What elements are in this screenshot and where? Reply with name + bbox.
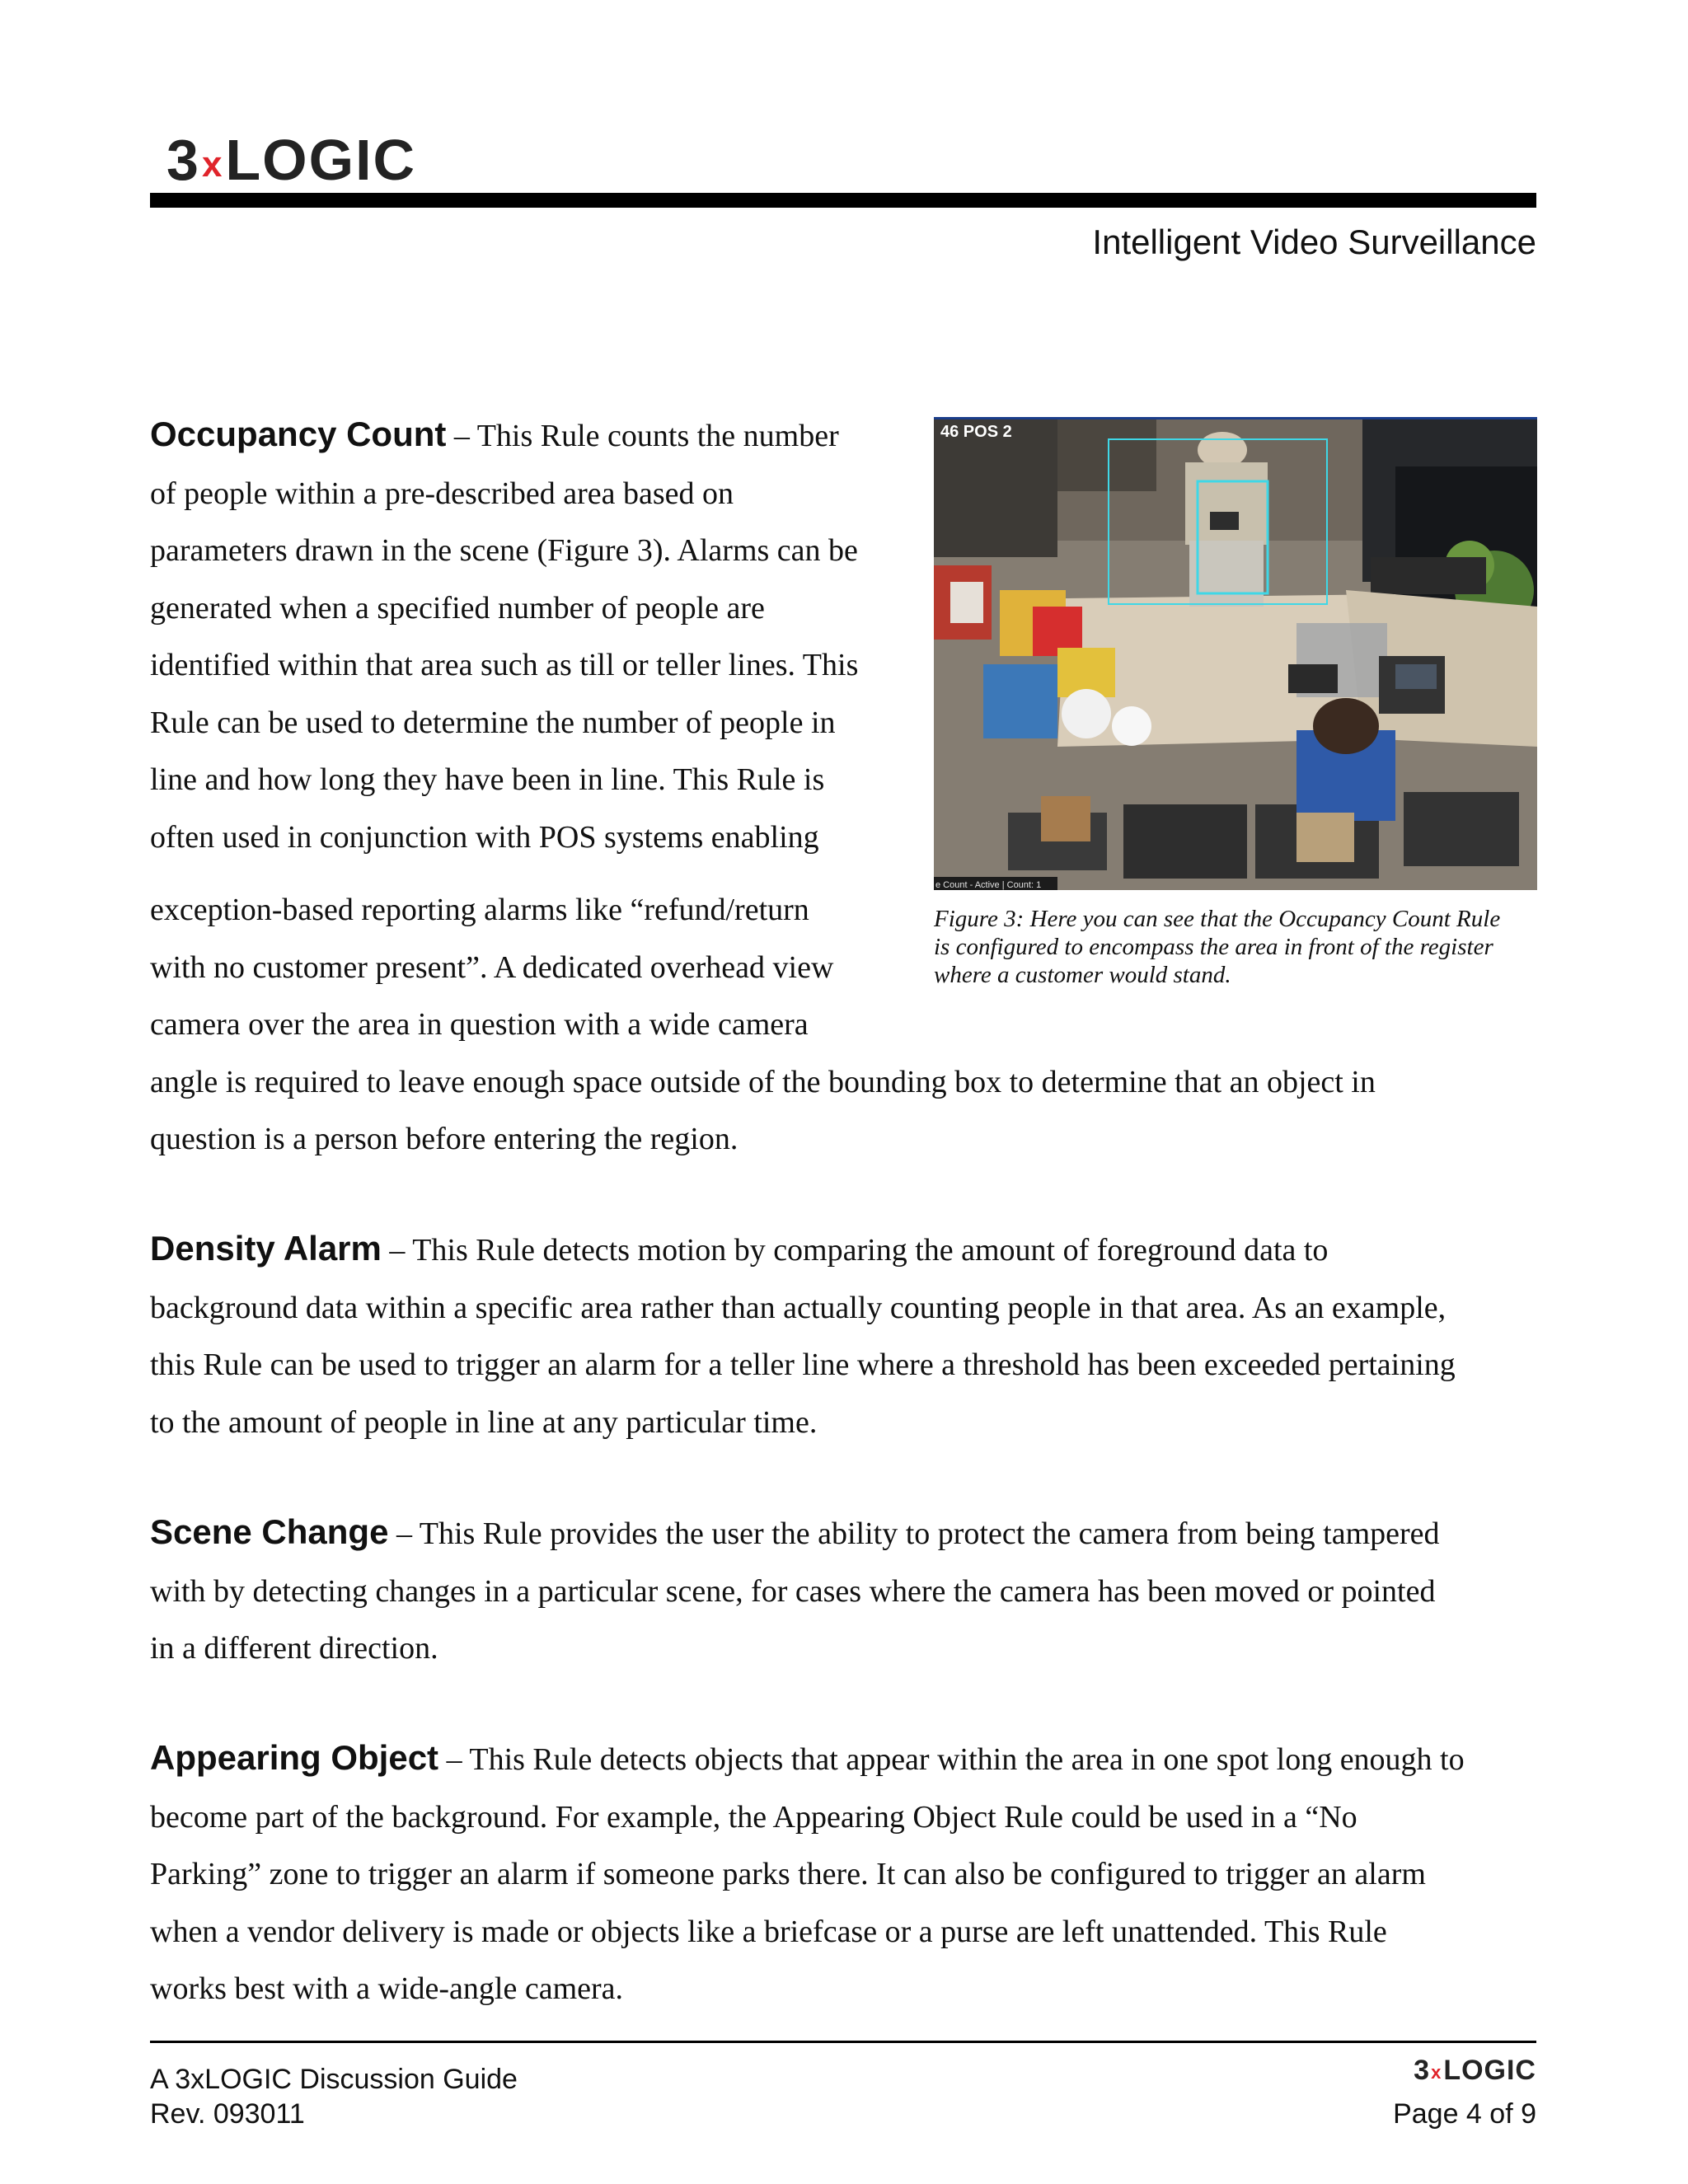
footer-divider <box>150 2041 1536 2043</box>
camera-label: 46 POS 2 <box>940 423 1012 441</box>
text-line: camera over the area in question with a wide camera <box>150 1007 809 1042</box>
text-line: Density Alarm – This Rule detects motion by comparing the amount of foreground data to <box>150 1229 1329 1268</box>
text-line: in a different direction. <box>150 1631 438 1666</box>
text-line: of people within a pre-described area based on <box>150 476 734 511</box>
figure-caption <box>934 905 1544 989</box>
logo-wordmark: LOGIC <box>1443 2055 1536 2086</box>
text-line: to the amount of people in line at any particular time. <box>150 1404 818 1440</box>
scene-change-section <box>150 1503 1535 1678</box>
text-line: angle is required to leave enough space outside of the bounding box to determine that an object in <box>150 1064 1376 1099</box>
text-line: with by detecting changes in a particular scene, for cases where the camera has been moved or pointed <box>150 1573 1436 1609</box>
text-line: when a vendor delivery is made or objects like a briefcase or a purse are left unattended. This Rule <box>150 1914 1387 1949</box>
text-line: Parking” zone to trigger an alarm if someone parks there. It can also be configured to trigger an alarm <box>150 1857 1426 1891</box>
text-line: line and how long they have been in line. This Rule is <box>150 762 825 797</box>
text-line: become part of the background. For example, the Appearing Object Rule could be used in a “No <box>150 1799 1357 1835</box>
text-line: with no customer present”. A dedicated overhead view <box>150 949 834 985</box>
density-alarm-section <box>150 1220 1535 1451</box>
caption-line: Figure 3: Here you can see that the Occupancy Count Rule <box>934 906 1501 932</box>
footer-guide-title: A 3xLOGIC Discussion Guide <box>150 2064 518 2095</box>
text-line: Occupancy Count – This Rule counts the number <box>150 415 839 453</box>
section-heading: Scene Change <box>150 1512 389 1551</box>
logo-x-mark: x <box>201 144 224 185</box>
caption-line: is configured to encompass the area in front of the register <box>934 934 1493 960</box>
text-line: works best with a wide-angle camera. <box>150 1971 624 2006</box>
appearing-object-section <box>150 1729 1551 2018</box>
text-line: background data within a specific area rather than actually counting people in that area. As an example, <box>150 1290 1447 1325</box>
caption-line: where a customer would stand. <box>934 962 1231 988</box>
text-line: this Rule can be used to trigger an alarm for a teller line where a threshold has been exceeded pertaining <box>150 1347 1456 1382</box>
text-line: parameters drawn in the scene (Figure 3). Alarms can be <box>150 533 858 568</box>
company-logo <box>166 128 417 192</box>
section-heading: Density Alarm <box>150 1229 382 1268</box>
page-number: Page 4 of 9 <box>1393 2098 1536 2130</box>
text-line: Rule can be used to determine the number of people in <box>150 705 836 740</box>
text-line: often used in conjunction with POS systems enabling <box>150 819 819 855</box>
rule-status-text: e Count - Active | Count: 1 <box>935 880 1042 890</box>
logo-digit: 3 <box>166 128 200 192</box>
text-line: exception-based reporting alarms like “refund/return <box>150 893 809 927</box>
section-heading: Appearing Object <box>150 1738 439 1777</box>
logo-x-mark: x <box>1431 2062 1443 2083</box>
text-line: question is a person before entering the region. <box>150 1122 738 1156</box>
text-line: generated when a specified number of people are <box>150 590 765 626</box>
footer-revision: Rev. 093011 <box>150 2098 305 2130</box>
text-line: identified within that area such as till or teller lines. This <box>150 648 859 682</box>
logo-digit: 3 <box>1414 2055 1431 2086</box>
figure-3-surveillance-image <box>934 417 1537 890</box>
section-heading: Occupancy Count <box>150 415 447 453</box>
logo-wordmark: LOGIC <box>225 128 417 192</box>
occupancy-count-section <box>150 405 917 866</box>
surveillance-scene-illustration <box>934 417 1537 890</box>
text-line: Scene Change – This Rule provides the user the ability to protect the camera from being tampered <box>150 1512 1440 1551</box>
header-subtitle: Intelligent Video Surveillance <box>1092 223 1536 261</box>
header-divider <box>150 193 1536 208</box>
footer-logo <box>1414 2055 1536 2086</box>
text-line: Appearing Object – This Rule detects objects that appear within the area in one spot long enough to <box>150 1738 1465 1777</box>
